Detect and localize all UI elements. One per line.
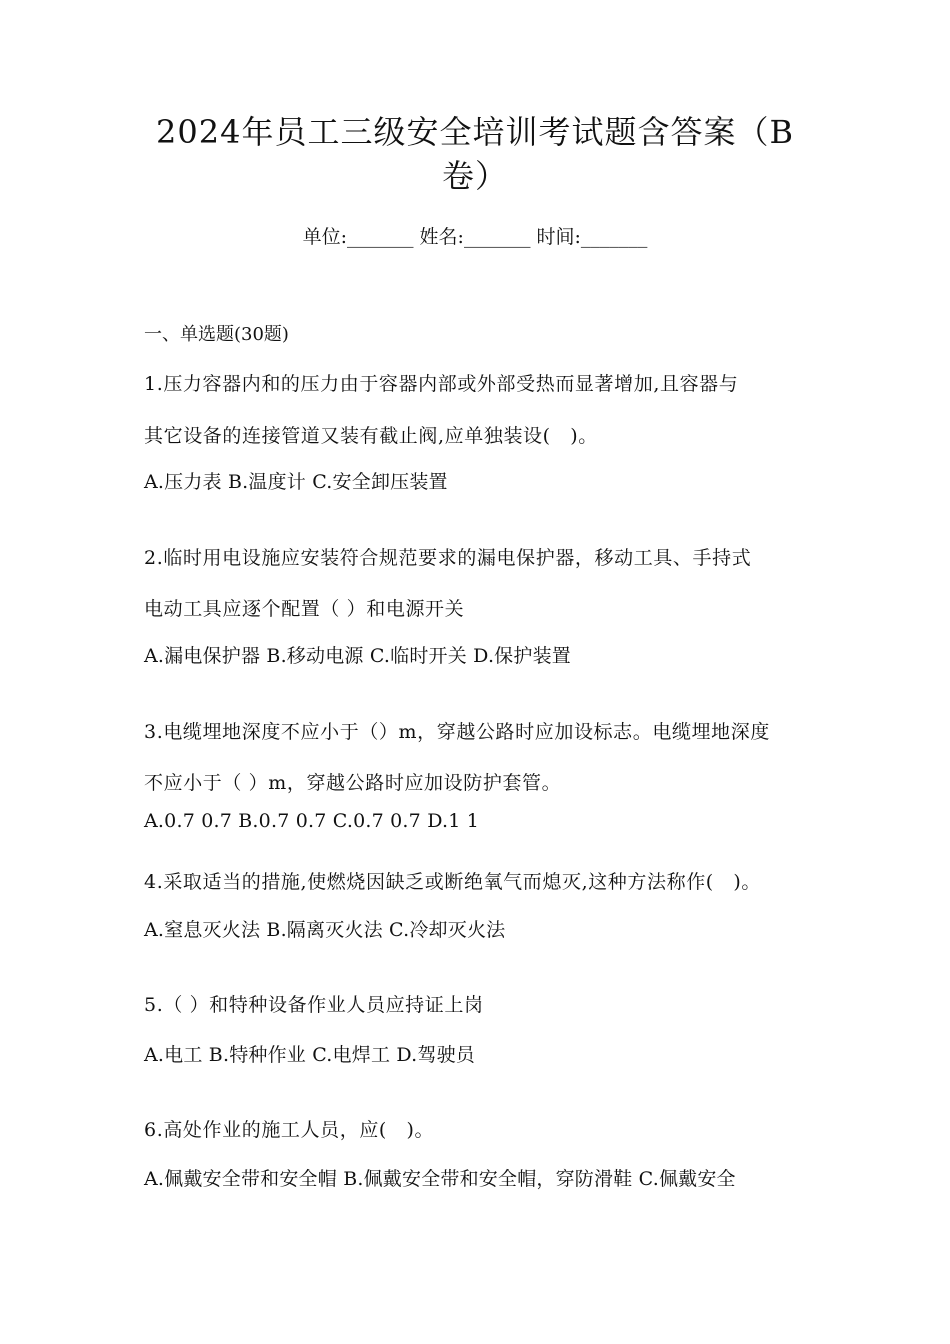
question-5-options: A.电工 B.特种作业 C.电焊工 D.驾驶员: [144, 1044, 475, 1066]
question-2-text-line2: 电动工具应逐个配置（ ）和电源开关: [144, 598, 465, 620]
question-4-text-line1: 4.采取适当的措施,使燃烧因缺乏或断绝氧气而熄灭,这种方法称作( )。: [144, 871, 762, 893]
question-1-text-line2: 其它设备的连接管道又装有截止阀,应单独装设( )。: [144, 425, 598, 447]
name-field: 姓名:_______: [419, 226, 531, 248]
question-6-text-line1: 6.高处作业的施工人员，应( )。: [144, 1119, 435, 1141]
question-1-text-line1: 1.压力容器内和的压力由于容器内部或外部受热而显著增加,且容器与: [144, 373, 739, 395]
question-2-options: A.漏电保护器 B.移动电源 C.临时开关 D.保护装置: [144, 645, 571, 667]
section-heading: 一、单选题(30题): [144, 324, 289, 345]
document-title-line2: 卷）: [441, 157, 508, 195]
time-field: 时间:_______: [536, 226, 648, 248]
question-1-options: A.压力表 B.温度计 C.安全卸压装置: [144, 471, 448, 493]
question-2-text-line1: 2.临时用电设施应安装符合规范要求的漏电保护器，移动工具、手持式: [144, 547, 752, 569]
question-3-options: A.0.7 0.7 B.0.7 0.7 C.0.7 0.7 D.1 1: [144, 810, 480, 832]
question-3-text-line1: 3.电缆埋地深度不应小于（）m，穿越公路时应加设标志。电缆埋地深度: [144, 721, 770, 743]
question-6-options: A.佩戴安全带和安全帽 B.佩戴安全带和安全帽，穿防滑鞋 C.佩戴安全: [144, 1168, 736, 1190]
document-title-line1: 2024年员工三级安全培训考试题含答案（B: [156, 113, 794, 151]
question-5-text-line1: 5.（ ）和特种设备作业人员应持证上岗: [144, 994, 484, 1016]
unit-field: 单位:_______: [302, 226, 414, 248]
question-3-text-line2: 不应小于（ ）m，穿越公路时应加设防护套管。: [144, 772, 562, 794]
exam-info-line: [0, 222, 950, 252]
question-4-options: A.窒息灭火法 B.隔离灭火法 C.冷却灭火法: [144, 919, 506, 941]
